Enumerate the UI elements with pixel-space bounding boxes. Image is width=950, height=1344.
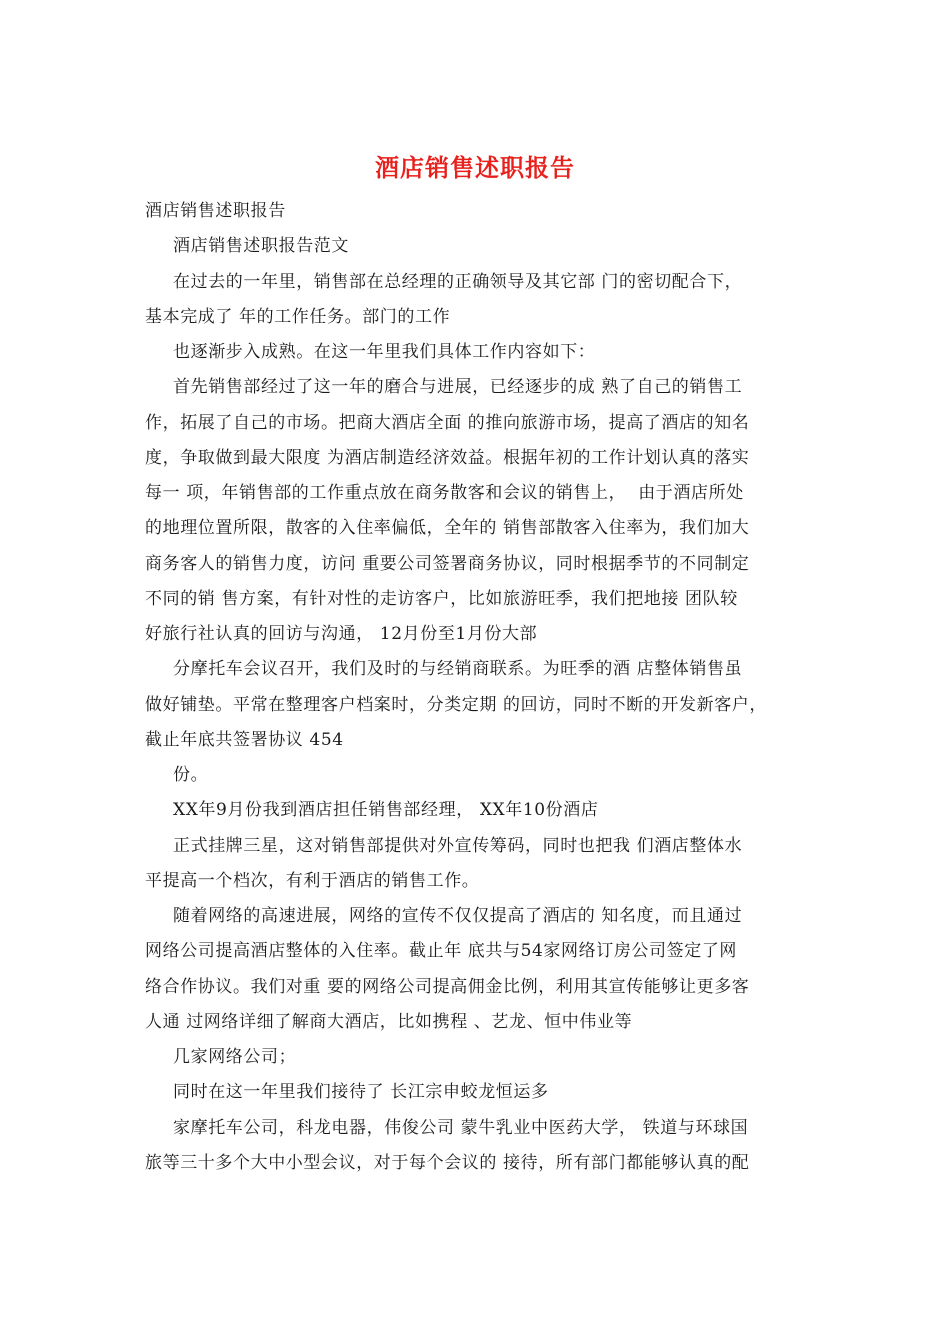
- text-line: 每一 项，年销售部的工作重点放在商务散客和会议的销售上， 由于酒店所处: [145, 483, 744, 503]
- text-line: 份。: [173, 765, 209, 785]
- text-line: 截止年底共签署协议 454: [145, 729, 344, 750]
- document-title: 酒店销售述职报告: [375, 153, 575, 182]
- text-line: 也逐渐步入成熟。在这一年里我们具体工作内容如下：: [173, 342, 596, 362]
- text-line: 首先销售部经过了这一年的磨合与进展，已经逐步的成 熟了自己的销售工: [173, 377, 743, 398]
- text-line: 家摩托车公司，科龙电器，伟俊公司 蒙牛乳业中医药大学， 铁道与环球国: [173, 1117, 749, 1138]
- text-line: XX年9月份我到酒店担任销售部经理， XX年10份酒店: [173, 800, 599, 821]
- text-line: 基本完成了 年的工作任务。部门的工作: [145, 306, 451, 327]
- text-line: 作，拓展了自己的市场。把商大酒店全面 的推向旅游市场，提高了酒店的知名: [145, 412, 750, 433]
- text-line: 旅等三十多个大中小型会议，对于每个会议的 接待，所有部门都能够认真的配: [145, 1152, 750, 1173]
- text-line: 在过去的一年里，销售部在总经理的正确领导及其它部 门的密切配合下，: [173, 271, 743, 292]
- document-body: [0, 194, 950, 1181]
- text-line: 人通 过网络详细了解商大酒店，比如携程 、艺龙、恒中伟业等: [145, 1011, 633, 1032]
- text-line: 的地理位置所限，散客的入住率偏低，全年的 销售部散客入住率为，我们加大: [145, 518, 750, 539]
- text-line: 正式挂牌三星，这对销售部提供对外宣传筹码，同时也把我 们酒店整体水: [173, 835, 743, 856]
- text-line: 网络公司提高酒店整体的入住率。截止年 底共与54家网络订房公司签定了网: [145, 941, 738, 962]
- text-line: 做好铺垫。平常在整理客户档案时，分类定期 的回访，同时不断的开发新客户，: [145, 694, 768, 715]
- text-line: 酒店销售述职报告: [145, 201, 286, 221]
- text-line: 分摩托车会议召开，我们及时的与经销商联系。为旺季的酒 店整体销售虽: [173, 659, 743, 680]
- text-line: 商务客人的销售力度，访问 重要公司签署商务协议，同时根据季节的不同制定: [145, 553, 750, 574]
- text-line: 度，争取做到最大限度 为酒店制造经济效益。根据年初的工作计划认真的落实: [145, 447, 750, 468]
- text-line: 平提高一个档次，有利于酒店的销售工作。: [145, 870, 480, 891]
- text-line: 络合作协议。我们对重 要的网络公司提高佣金比例，利用其宣传能够让更多客: [145, 976, 750, 997]
- text-line: 酒店销售述职报告范文: [173, 236, 349, 257]
- text-line: 几家网络公司；: [173, 1047, 297, 1067]
- text-line: 好旅行社认真的回访与沟通， 12月份至1月份大部: [145, 624, 538, 644]
- text-line: 随着网络的高速进展，网络的宣传不仅仅提高了酒店的 知名度，而且通过: [173, 906, 743, 926]
- text-line: 不同的销 售方案，有针对性的走访客户，比如旅游旺季，我们把地接 团队较: [145, 588, 738, 609]
- text-line: 同时在这一年里我们接待了 长江宗申蛟龙恒运多: [173, 1082, 549, 1103]
